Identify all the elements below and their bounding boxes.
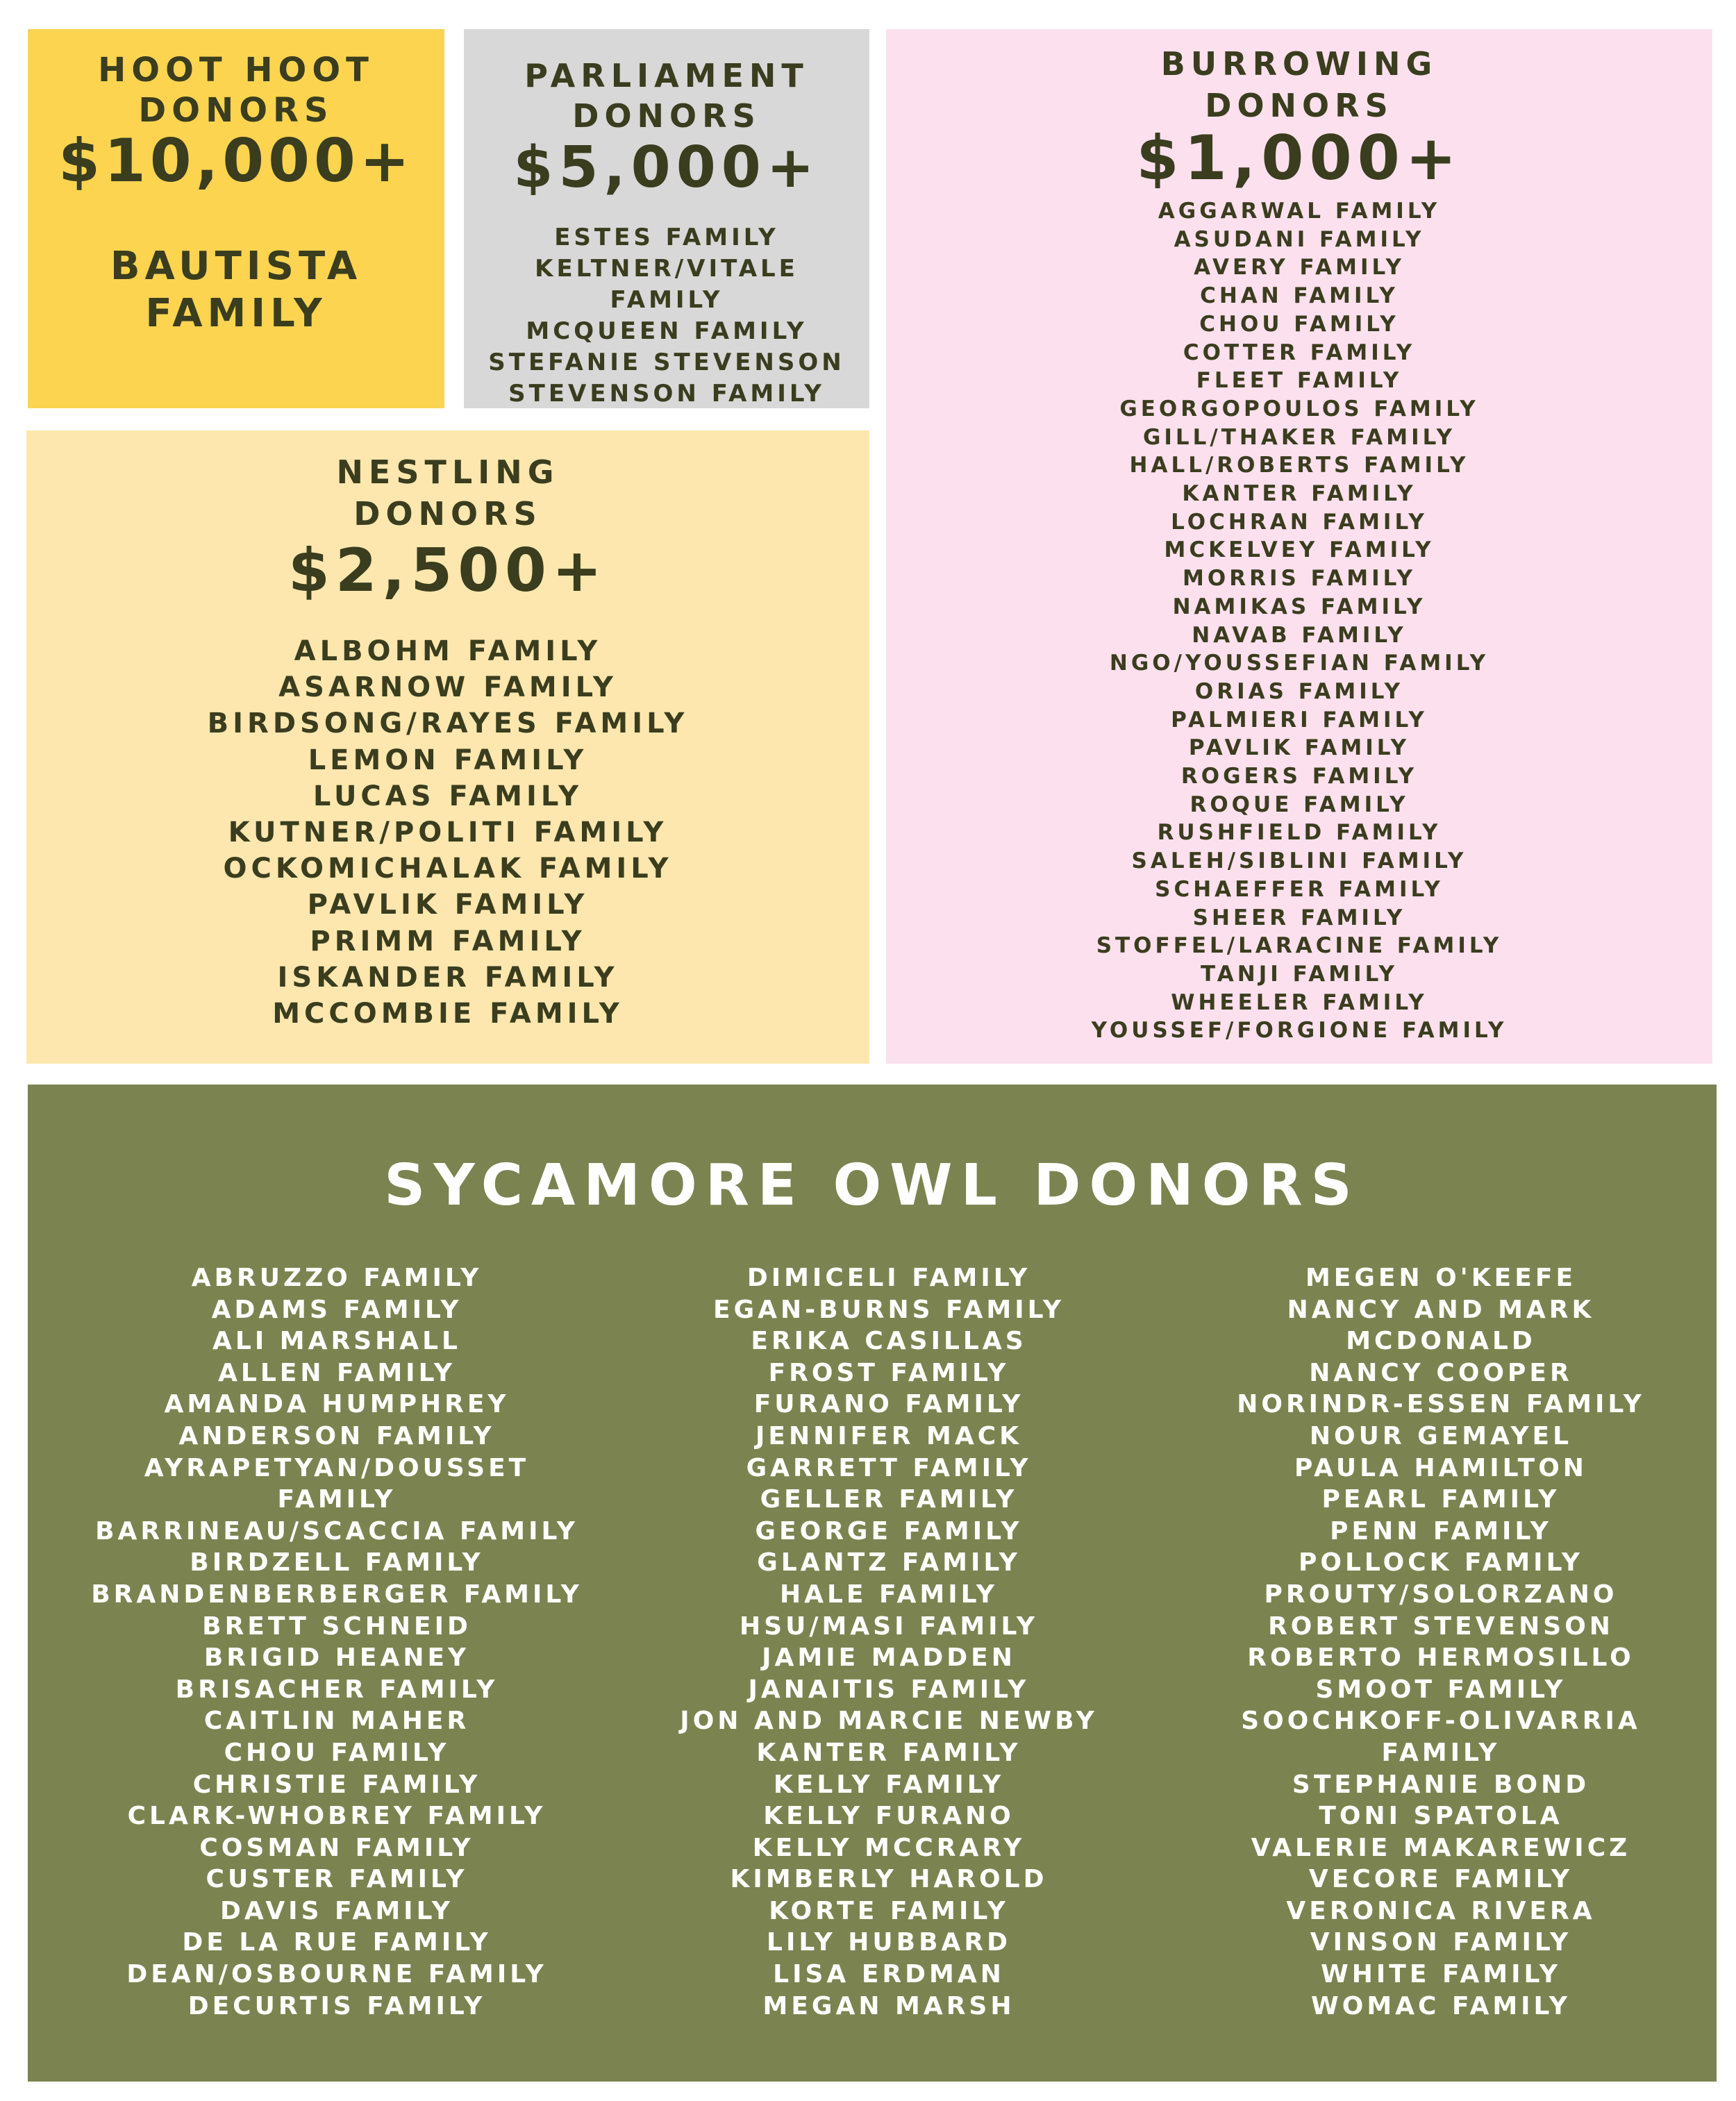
donor-name: PRIMM FAMILY: [310, 925, 586, 957]
donor-name: MEGAN MARSH: [762, 1991, 1015, 2020]
donor-name: AMANDA HUMPHREY: [164, 1390, 510, 1419]
tier-amount: $2,500+: [288, 536, 608, 605]
donor-name: WOMAC FAMILY: [1311, 1991, 1571, 2020]
donor-name: DE LA RUE FAMILY: [182, 1928, 492, 1957]
donor-name: FAMILY: [277, 1485, 397, 1514]
donor-name: KELLY FURANO: [763, 1802, 1015, 1831]
donor-name: RUSHFIELD FAMILY: [1157, 820, 1442, 846]
donor-name: FAMILY: [145, 291, 327, 336]
tier-heading: [464, 56, 869, 136]
donor-name: GEORGOPOULOS FAMILY: [1119, 396, 1479, 421]
donor-column: [569, 1262, 1208, 2022]
tier-heading-line: DONORS: [353, 495, 542, 533]
donor-name: PAVLIK FAMILY: [307, 889, 589, 921]
donor-name: ABRUZZO FAMILY: [191, 1264, 483, 1292]
donor-name: YOUSSEF/FORGIONE FAMILY: [1091, 1018, 1508, 1044]
donor-name: LOCHRAN FAMILY: [1171, 509, 1428, 535]
donor-name: VINSON FAMILY: [1310, 1928, 1572, 1957]
donor-name: KELLY MCCRARY: [752, 1833, 1026, 1862]
donor-column: [1132, 1262, 1717, 2022]
donor-name: GARRETT FAMILY: [746, 1453, 1032, 1482]
donor-name: VERONICA RIVERA: [1286, 1896, 1596, 1925]
donor-name: SHEER FAMILY: [1192, 905, 1406, 930]
tier-heading: [26, 451, 869, 535]
donor-name: KANTER FAMILY: [1182, 481, 1417, 507]
donor-name: ALLEN FAMILY: [218, 1358, 456, 1387]
donor-name: PENN FAMILY: [1330, 1516, 1552, 1546]
donor-name: MCQUEEN FAMILY: [526, 317, 808, 345]
donor-name: CHOU FAMILY: [1199, 311, 1399, 337]
donor-name: FROST FAMILY: [768, 1358, 1010, 1387]
tier-amount: $10,000+: [58, 126, 414, 196]
donor-name: KUTNER/POLITI FAMILY: [228, 817, 668, 849]
donor-name: BAUTISTA: [110, 244, 362, 289]
donor-name: BRANDENBERBERGER FAMILY: [91, 1580, 583, 1609]
donor-name: HALE FAMILY: [780, 1580, 998, 1609]
sycamore-title: SYCAMORE OWL DONORS: [384, 1153, 1360, 1219]
donor-name: PAVLIK FAMILY: [1188, 735, 1410, 761]
donor-name: KELLY FAMILY: [773, 1770, 1005, 1799]
donor-name: NORINDR-ESSEN FAMILY: [1237, 1390, 1645, 1419]
donor-name: KELTNER/VITALE: [535, 255, 799, 283]
donor-name: LILY HUBBARD: [767, 1928, 1011, 1957]
donor-name: MEGEN O'KEEFE: [1305, 1264, 1577, 1292]
donor-name: GLANTZ FAMILY: [757, 1548, 1021, 1577]
tier-heading-line: DONORS: [1205, 87, 1394, 124]
donor-name: NANCY AND MARK: [1287, 1295, 1595, 1324]
donor-name: STEPHANIE BOND: [1292, 1770, 1590, 1799]
donor-name: DAVIS FAMILY: [220, 1896, 453, 1925]
donor-name: FLEET FAMILY: [1196, 368, 1403, 394]
donor-name: KORTE FAMILY: [769, 1896, 1009, 1925]
donor-name: SCHAEFFER FAMILY: [1155, 876, 1444, 902]
donor-name: MCCOMBIE FAMILY: [272, 998, 624, 1030]
donor-name: FAMILY: [1381, 1738, 1501, 1767]
donor-name: ROQUE FAMILY: [1190, 792, 1409, 817]
donor-name: POLLOCK FAMILY: [1299, 1548, 1583, 1577]
donor-name: JENNIFER MACK: [755, 1421, 1023, 1450]
tier-heading-line: PARLIAMENT: [524, 57, 809, 94]
donor-name: NANCY COOPER: [1309, 1358, 1573, 1387]
donor-name: PALMIERI FAMILY: [1171, 707, 1428, 733]
donor-name: STEFANIE STEVENSON: [488, 349, 845, 376]
tier-amount: $1,000+: [1136, 122, 1462, 194]
donor-name: OCKOMICHALAK FAMILY: [223, 853, 673, 885]
donor-list: [26, 633, 869, 1032]
donor-name: MCKELVEY FAMILY: [1164, 537, 1435, 563]
donor-name: COSMAN FAMILY: [199, 1833, 474, 1862]
donor-name: BARRINEAU/SCACCIA FAMILY: [95, 1516, 578, 1546]
tier-heading-line: DONORS: [572, 97, 761, 135]
donor-name: DECURTIS FAMILY: [187, 1991, 486, 2020]
donor-name: ROBERTO HERMOSILLO: [1247, 1643, 1635, 1673]
donor-name: NGO/YOUSSEFIAN FAMILY: [1109, 651, 1489, 676]
donor-name: BRISACHER FAMILY: [175, 1675, 499, 1704]
tier-heading-line: HOOT HOOT: [98, 51, 374, 90]
donor-name: CLARK-WHOBREY FAMILY: [127, 1802, 546, 1831]
donor-name: WHEELER FAMILY: [1171, 989, 1428, 1015]
burrowing-donors-panel: [886, 29, 1712, 1064]
donor-name: FURANO FAMILY: [753, 1390, 1024, 1419]
donor-name: BRETT SCHNEID: [202, 1612, 471, 1641]
donor-name: WHITE FAMILY: [1321, 1960, 1561, 1989]
donor-name: EGAN-BURNS FAMILY: [713, 1295, 1065, 1324]
donor-name: SOOCHKOFF-OLIVARRIA: [1241, 1707, 1641, 1736]
donor-name: ERIKA CASILLAS: [751, 1327, 1027, 1356]
donor-name: MORRIS FAMILY: [1183, 566, 1416, 592]
donor-name: ADAMS FAMILY: [211, 1295, 462, 1324]
tier-heading-line: NESTLING: [336, 453, 560, 491]
donor-name: NAVAB FAMILY: [1192, 622, 1407, 648]
donor-name: ANDERSON FAMILY: [178, 1421, 495, 1450]
tier-heading-line: DONORS: [138, 91, 334, 130]
donor-name: BIRDZELL FAMILY: [190, 1548, 484, 1577]
donor-name: LEMON FAMILY: [308, 744, 588, 776]
tier-heading: [28, 50, 444, 131]
donor-name: JAMIE MADDEN: [762, 1643, 1016, 1673]
donor-name: TANJI FAMILY: [1201, 961, 1398, 987]
donor-list: [886, 197, 1712, 1045]
donor-name: DEAN/OSBOURNE FAMILY: [126, 1960, 547, 1989]
donor-name: SMOOT FAMILY: [1315, 1675, 1567, 1704]
donor-name: AYRAPETYAN/DOUSSET: [144, 1453, 530, 1482]
donor-name: PAULA HAMILTON: [1294, 1453, 1587, 1482]
donor-name: ISKANDER FAMILY: [277, 961, 619, 994]
donor-name: ALI MARSHALL: [212, 1327, 461, 1356]
donor-name: ESTES FAMILY: [554, 224, 779, 251]
donor-name: KIMBERLY HAROLD: [730, 1865, 1048, 1894]
hoot-hoot-donors-panel: [28, 29, 444, 408]
tier-heading: [886, 43, 1712, 126]
donor-name: FAMILY: [610, 286, 724, 314]
donor-name: GEORGE FAMILY: [755, 1516, 1023, 1546]
donor-column: [28, 1262, 646, 2022]
tier-heading-line: BURROWING: [1160, 45, 1438, 83]
parliament-donors-panel: [464, 29, 869, 408]
donor-name: AGGARWAL FAMILY: [1158, 199, 1441, 224]
donor-name: ASARNOW FAMILY: [278, 671, 617, 704]
donor-name: COTTER FAMILY: [1183, 340, 1416, 365]
donor-name: NOUR GEMAYEL: [1309, 1421, 1573, 1450]
donor-name: MCDONALD: [1346, 1327, 1536, 1356]
donor-name: JANAITIS FAMILY: [748, 1675, 1030, 1704]
donor-name: CHAN FAMILY: [1200, 283, 1399, 309]
donor-name: ASUDANI FAMILY: [1174, 226, 1425, 252]
donor-name: JON AND MARCIE NEWBY: [680, 1707, 1098, 1736]
tier-amount: $5,000+: [513, 135, 820, 201]
donor-list: [28, 243, 444, 337]
donor-name: GELLER FAMILY: [760, 1485, 1018, 1514]
donor-name: KANTER FAMILY: [756, 1738, 1021, 1767]
donor-name: HSU/MASI FAMILY: [740, 1612, 1038, 1641]
donor-name: STOFFEL/LARACINE FAMILY: [1096, 933, 1503, 959]
donor-name: STEVENSON FAMILY: [508, 380, 825, 408]
donor-list: [464, 222, 869, 408]
donor-name: BIRDSONG/RAYES FAMILY: [207, 708, 689, 740]
donor-name: ROGERS FAMILY: [1180, 764, 1418, 789]
donor-name: BRIGID HEANEY: [203, 1643, 470, 1673]
donor-name: LISA ERDMAN: [773, 1960, 1005, 1989]
donor-name: LUCAS FAMILY: [312, 780, 583, 812]
nestling-donors-panel: [26, 430, 869, 1064]
donor-name: PEARL FAMILY: [1321, 1485, 1560, 1514]
donor-name: DIMICELI FAMILY: [746, 1264, 1031, 1292]
donor-name: CHRISTIE FAMILY: [192, 1770, 481, 1799]
donor-name: ORIAS FAMILY: [1194, 678, 1404, 704]
donor-name: PROUTY/SOLORZANO: [1264, 1580, 1618, 1609]
donor-name: ALBOHM FAMILY: [294, 635, 602, 667]
donor-name: GILL/THAKER FAMILY: [1142, 424, 1456, 450]
donor-name: TONI SPATOLA: [1319, 1802, 1563, 1831]
donor-name: CAITLIN MAHER: [203, 1707, 470, 1736]
donor-name: SALEH/SIBLINI FAMILY: [1131, 848, 1467, 874]
donor-name: ROBERT STEVENSON: [1268, 1612, 1614, 1641]
donor-name: CHOU FAMILY: [224, 1738, 450, 1767]
donor-name: VECORE FAMILY: [1308, 1865, 1574, 1894]
donor-name: NAMIKAS FAMILY: [1172, 594, 1426, 619]
donor-name: VALERIE MAKAREWICZ: [1251, 1833, 1631, 1862]
sycamore-owl-donors-panel: [28, 1085, 1717, 2082]
donor-name: CUSTER FAMILY: [206, 1865, 468, 1894]
donor-name: HALL/ROBERTS FAMILY: [1129, 453, 1469, 478]
donor-name: AVERY FAMILY: [1194, 255, 1405, 281]
